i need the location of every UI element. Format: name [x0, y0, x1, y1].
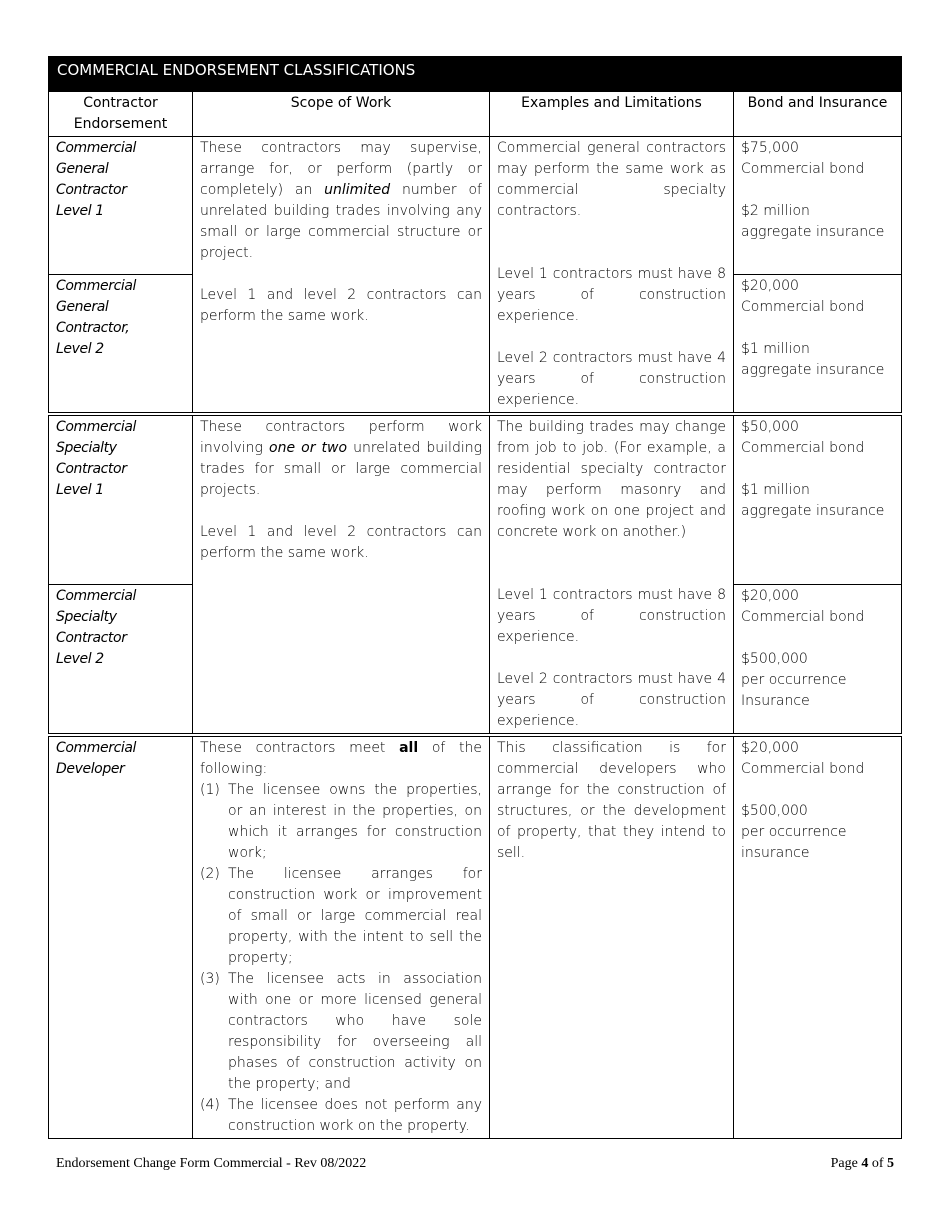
- bond-cell: $20,000 Commercial bond $1 million aggregate insurance: [734, 274, 902, 414]
- requirements-list: [200, 780, 482, 1137]
- classifications-table: [48, 56, 902, 1139]
- table-row: [49, 137, 902, 275]
- examples-cell: Commercial general contractors may perform the same work as commercial specialty contractors. Level 1 contractors must have 8 years of construction experience. Level 2 contractors must have 4 years of construction experience.: [490, 137, 734, 415]
- bond-cell: $20,000 Commercial bond $500,000 per occurrence Insurance: [734, 585, 902, 735]
- table-row: [49, 414, 902, 585]
- list-item: (1) The licensee owns the properties, or an interest in the properties, on which it arranges for construction work;: [200, 782, 482, 861]
- endorsement-cell: Commercial General Contractor Level 1: [49, 137, 193, 275]
- endorsement-cell: Commercial Specialty Contractor Level 1: [49, 414, 193, 585]
- header-scope: Scope of Work: [193, 92, 490, 137]
- table-title: COMMERCIAL ENDORSEMENT CLASSIFICATIONS: [49, 57, 902, 92]
- page-number: Page 4 of 5: [830, 1156, 894, 1171]
- examples-cell: The building trades may change from job to job. (For example, a residential specialty contractor may perform masonry and roofing work on one project and concrete work on another.) Level 1 contractors must have 8 years of construction experience. Level 2 contractors must have 4 years of construction experience.: [490, 414, 734, 735]
- bond-cell: $20,000 Commercial bond $500,000 per occurrence insurance: [734, 735, 902, 1139]
- scope-cell: These contractors meet all of the following: (1) The licensee owns the properties, or an interest in the properties, on which it arranges for construction work; (2) The licensee arranges for construction work or improvement of small or large commercial real property, with the intent to sell the property; (3) The licensee acts in association with one or more licensed general contractors who have sole responsibility for overseeing all phases of construction activity on the property; and (4) The licensee does not perform any construction work on the property.: [193, 735, 490, 1139]
- footer-form-name: Endorsement Change Form Commercial - Rev 08/2022: [56, 1156, 367, 1171]
- header-bond: Bond and Insurance: [734, 92, 902, 137]
- endorsement-cell: Commercial Developer: [49, 735, 193, 1139]
- endorsement-cell: Commercial General Contractor, Level 2: [49, 274, 193, 414]
- list-item: (4) The licensee does not perform any construction work on the property.: [200, 1097, 482, 1134]
- examples-cell: This classification is for commercial developers who arrange for the construction of structures, or the development of property, that they intend to sell.: [490, 735, 734, 1139]
- header-endorsement: Contractor Endorsement: [49, 92, 193, 137]
- table-row: [49, 735, 902, 1139]
- scope-cell: These contractors may supervise, arrange for, or perform (partly or completely) an unlimited number of unrelated building trades involving any small or large commercial structure or project. Level 1 and level 2 contractors can perform the same work.: [193, 137, 490, 415]
- list-item: (3) The licensee acts in association with one or more licensed general contractors who have sole responsibility for overseeing all phases of construction activity on the property; and: [200, 971, 482, 1092]
- list-item: (2) The licensee arranges for construction work or improvement of small or large commercial real property, with the intent to sell the property;: [200, 866, 482, 966]
- bond-cell: $75,000 Commercial bond $2 million aggregate insurance: [734, 137, 902, 275]
- bond-cell: $50,000 Commercial bond $1 million aggregate insurance: [734, 414, 902, 585]
- header-examples: Examples and Limitations: [490, 92, 734, 137]
- scope-cell: These contractors perform work involving one or two unrelated building trades for small or large commercial projects. Level 1 and level 2 contractors can perform the same work.: [193, 414, 490, 735]
- endorsement-cell: Commercial Specialty Contractor Level 2: [49, 585, 193, 735]
